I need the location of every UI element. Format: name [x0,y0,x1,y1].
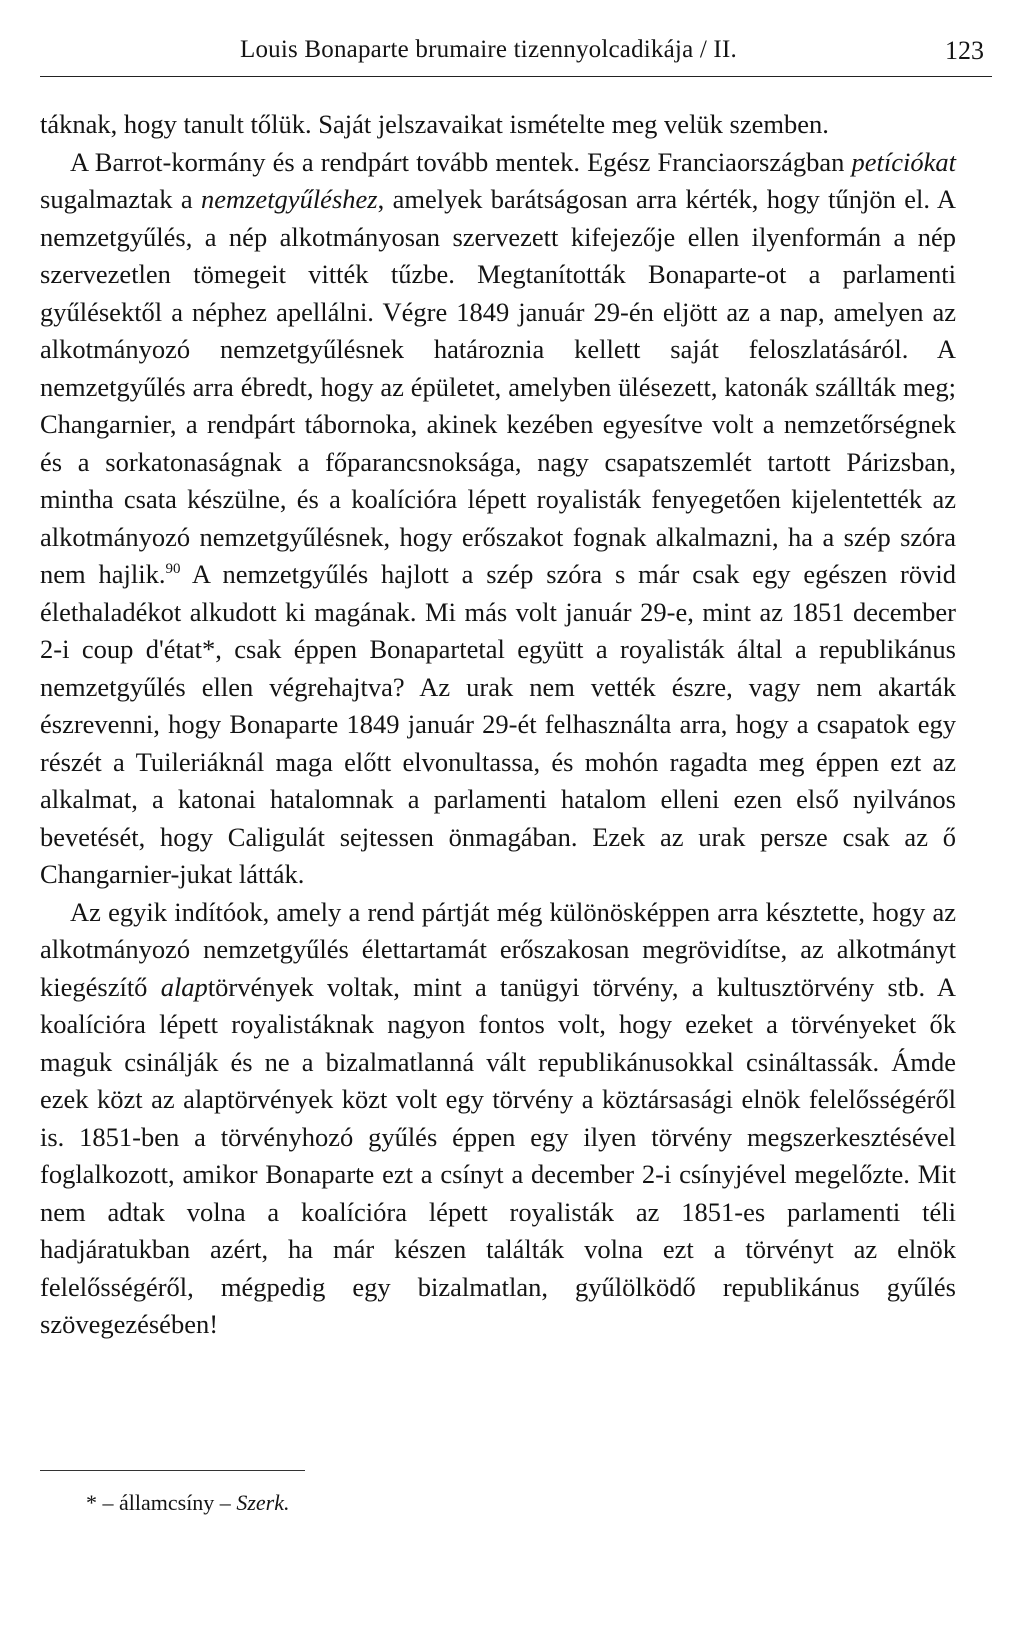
paragraph-3-text-a: Az egyik indítóok, amely a rend pártját még különösképpen arra késztette, hogy az alkotmányozó nemzetgyűlés élettartamát erőszakosan megrövidítse, az alkotmányt kiegészítő [40,896,956,1002]
paragraph-1 [40,106,956,144]
body-text [40,106,956,1344]
italic-fundamental: alap [160,971,208,1002]
footnote-editor: Szerk. [236,1490,290,1515]
header-rule [40,76,992,77]
footnote-text: – államcsíny – [97,1490,237,1515]
running-title: Louis Bonaparte brumaire tizennyolcadikája / II. [240,36,737,63]
book-page [40,0,992,1633]
paragraph-3 [40,894,956,1344]
footnote [86,1490,289,1516]
paragraph-2-text-c: , amelyek barátságosan arra kérték, hogy tűnjön el. A nemzetgyűlés, a nép alkotmányosan szervezett kifejezője ellen ilyenformán a nép szervezetlen tömegeit vitték tűzbe. Megtanították Bonaparte-ot a parlamenti gyűlésektől a néphez apellálni. Végre 1849 január 29-én eljött az a nap, amelyen az alkotmányozó nemzetgyűlésnek határoznia kellett saját feloszlatásáról. A nemzetgyűlés arra ébredt, hogy az épületet, amelyben ülésezett, katonák szállták meg; Changarnier, a rendpárt tábornoka, akinek kezében egyesítve volt a nemzetőrségnek és a sorkatonaságnak a főparancsnoksága, nagy csapatszemlét tartott Párizsban, mintha csata készülne, és a koalícióra lépett royalisták fenyegetően kijelentették az alkotmányozó nemzetgyűlésnek, hogy erőszakot fognak alkalmazni, ha a szép szóra nem hajlik. [40,184,956,589]
page-number: 123 [945,36,984,65]
italic-petitions: petíciókat [851,146,956,177]
paragraph-2-text-d: A nemzetgyűlés hajlott a szép szóra s már csak egy egészen rövid élethaladékot alkudott ki magának. Mi más volt január 29-e, mint az 1851 december 2-i coup d'état*, csak éppen Bonapartetal együtt a royalisták által a republikánus nemzetgyűlés ellen végrehajtva? Az urak nem vették észre, vagy nem akarták észrevenni, hogy Bonaparte 1849 január 29-ét felhasználta arra, hogy a csapatok egy részét a Tuileriáknál maga előtt elvonultassa, és mohón ragadta meg éppen ezt az alkalmat, a katonai hatalomnak a parlamenti hatalom elleni ezen első nyilvános bevetését, hogy Caligulát sejtessen önmagában. Ezek az urak persze csak az ő Changarnier-jukat látták. [40,559,956,889]
footnote-rule [40,1470,305,1471]
paragraph-2-text-a: A Barrot-kormány és a rendpárt tovább mentek. Egész Franciaországban [70,146,852,177]
paragraph-2-text-b: sugalmaztak a [40,184,201,214]
paragraph-1-text: táknak, hogy tanult tőlük. Saját jelszavaikat ismételte meg velük szemben. [40,109,829,139]
paragraph-3-text-b: törvények voltak, mint a tanügyi törvény, a kultusztörvény stb. A koalícióra lépett royalistáknak nagyon fontos volt, hogy ezeket a törvényeket ők maguk csinálják és ne a bizalmatlanná vált republikánusokkal csináltassák. Ámde ezek közt az alaptörvények közt volt egy törvény a köztársasági elnök felelősségéről is. 1851-ben a törvényhozó gyűlés éppen egy ilyen törvény megszerkesztésével foglalkozott, amikor Bonaparte ezt a csínyt a december 2-i csínyjével megelőzte. Mit nem adtak volna a koalícióra lépett royalisták az 1851-es parlamenti téli hadjáratukban azért, ha már készen találták volna ezt a törvényt az elnök felelősségéről, mégpedig egy bizalmatlan, gyűlölködő republikánus gyűlés szövegezésében! [40,971,957,1339]
footnote-marker: * [86,1490,97,1515]
note-reference: 90 [165,561,181,577]
paragraph-2 [40,144,956,894]
italic-national-assembly: nemzetgyűléshez [200,184,378,214]
running-head [40,36,992,76]
